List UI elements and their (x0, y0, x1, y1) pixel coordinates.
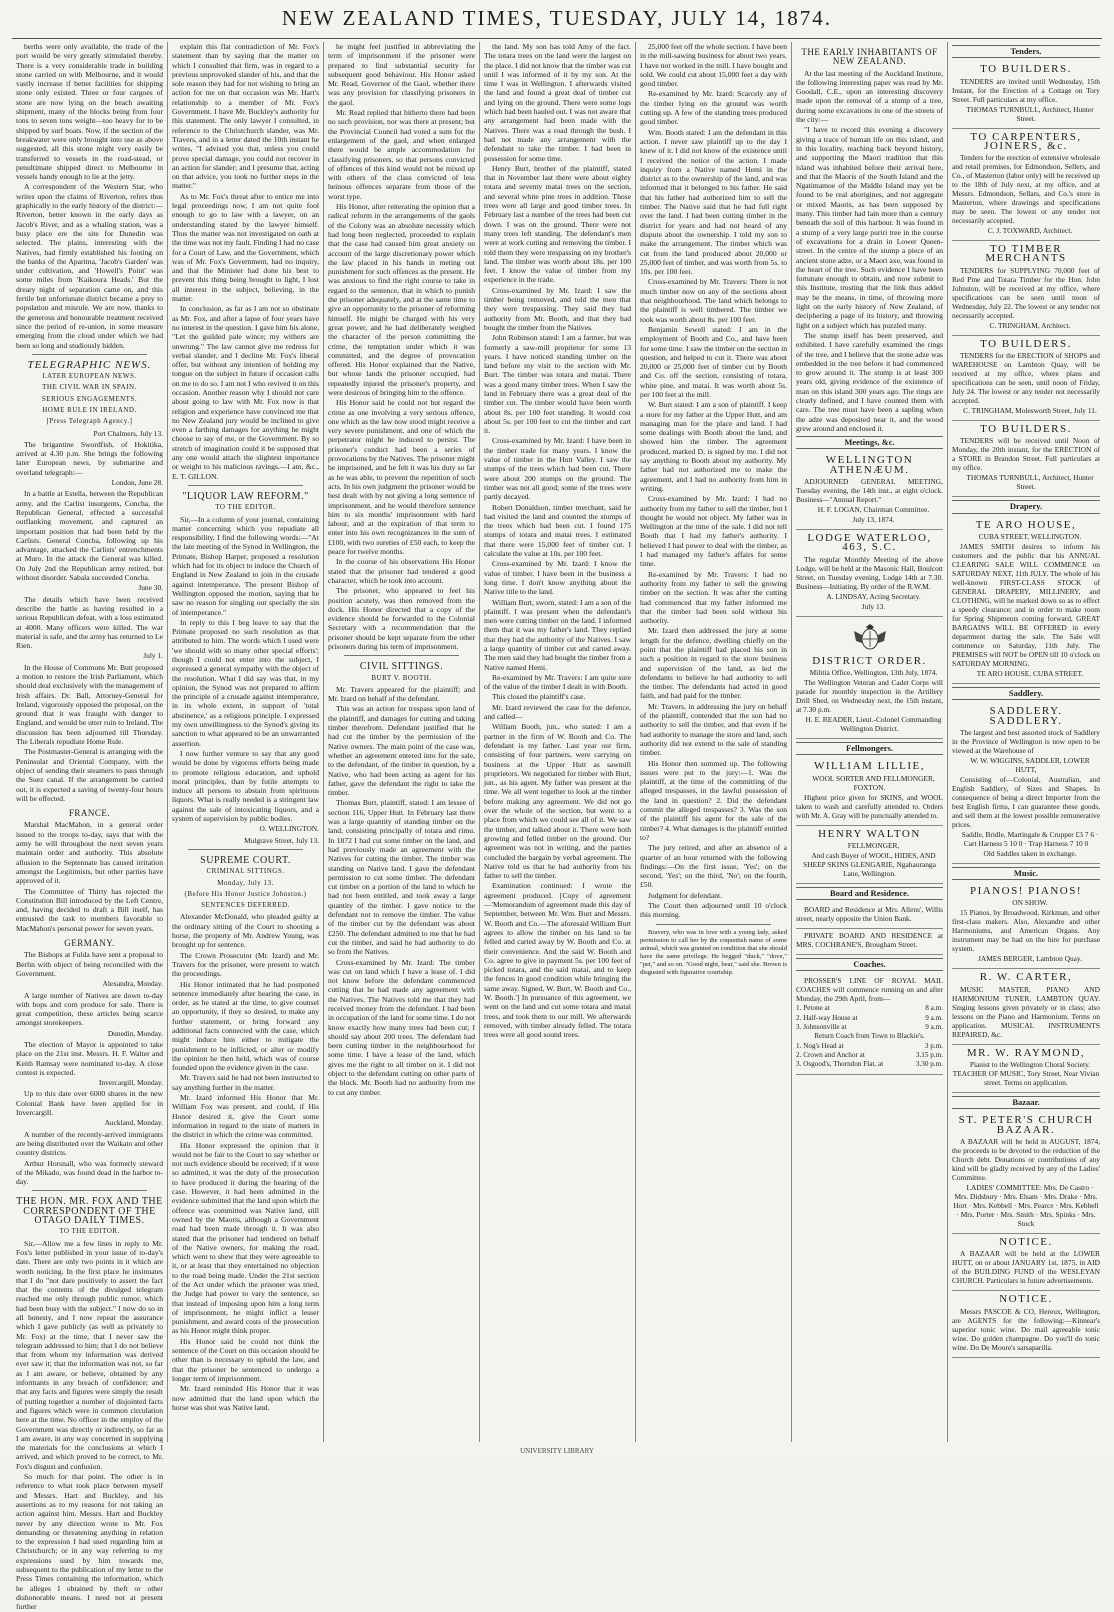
dateline: Port Chalmers, July 13. (93, 428, 163, 438)
article-text: explain this flat contradiction of Mr. Fox's statement than by saying that the matter on which I consulted that firm, was in regard to a previous unprovoked slander of his, and that the sole reason they had for not wishing to bring an action for me on that occasion was Mr. Hart's relationship to a member of Mr. Fox's Government. I have Mr. Buckley's authority for this statement. The only lawyer I consulted, in reference to the Christchurch slander, was Mr. Travers, and in a letter dated the 10th instant he writes, "I advised you that, unless you could prove special damage, you could not recover in an action for slander; and I presume that, acting on that advice, you took no further steps in the matter." (172, 42, 319, 191)
article-text: William Burt, sworn, stated: I am a son of the plaintiff. I was present when the defendant's men were cutting timber on the land. I informed them that it was my father's land. They replied that they had the authority of the Natives. I saw a large quantity of timber cut and carted away. The men said they had bought the timber from a Native named Hemi. (484, 597, 631, 672)
divider (32, 1190, 147, 1191)
category-heading: Meetings, &c. (796, 436, 943, 449)
article-text: The Committee of Thirty has rejected the Constitution Bill introduced by the Left Centre, and, having decided to draft a Bill itself, has entrusted the task to members favorable to MacMahon's personal power for seven years. (16, 886, 163, 933)
article-text: As to Mr. Fox's threat after to entice me into legal proceedings now, I am not quite fool enough to go to law with a lawyer, on an understanding stated by the lawyer himself. Thus the matter was not investigated on oath at the time was not my fault. Finding I had no case for a Court of Law, and the Government, which was of Mr. Fox's Government, had no inquiry, and that the Minister had done his best to prevent this thing being brought to light, I lost all interest in the subject, believing, in the matter. (172, 191, 319, 304)
article-text: Wm. Booth stated: I am the defendant in this action. I never saw plaintiff up to the day I knew of it. I did not know of the existence until I received the notice of the action. I made inquiry from a Native named Hemi in the district as to the ownership of the land, and was informed that it belonged to his father. He said that his father had authorized him to sell the timber. The Native said that he had full right over the land. I had been cutting timber in the district for years and had not heard of any dispute about the ownership. I told my son to make the arrangement. The timber which was cut from the land produced about 20,000 or 25,000 feet of timber, and was worth from 5s. to 10s. per 100 feet. (640, 127, 787, 277)
ad-title: TO BUILDERS. (980, 63, 1072, 76)
stop: 2. Crown and Anchor at (796, 1050, 865, 1059)
article-text: "I have to record this evening a discovery giving a trace of human life on this island, and in this locality, reaching back beyond history, and supporting the Maori tradition that this island was inhabited before their arrival here, and that the Maoris of the South Island and the Ngatimamoe of the Middle Island may yet be found to be real aborigines, and not aggregate or mixed Maoris, as has been supposed by many. This timber had lain more than a century beneath the soil of this harbour. It was found in a stump of a very large puriri tree in the course of excavations for a drain in Lower Queen-street. In the centre of the stump a piece of an ancient stone adze, or a Maori axe, was found in the heart of the tree. Such evidence I have been fortunate enough to obtain, and now submit to this Institute, trusting that the link thus added may be the means, in time, of throwing more light on the early history of New Zealand, of deciphering a page of its history, and throwing light on a subject which has puzzled many. (796, 125, 943, 330)
advertisement (796, 530, 943, 617)
article-text: berths were only available, the trade of the port would be very greatly stimulated thereby. There is a very considerable trade in building stone carried on with Melbourne, and it would vastly increase if better facilities for shipping stone only existed. Three or four cargoes of stone are now lying on the beach awaiting shipment, many of the blocks being from four tons to seven tons weight—too heavy for to be shipped by surf boats. Now, if the section of the breakwater were only brought into use as above suggested, all this stone might very easily be transferred to vessels in the road-stead, or penultimate shipped direct to Melbourne in vessels handy enough to lie at the jetty. (16, 42, 163, 182)
column-3 (324, 42, 480, 1442)
column-2 (168, 42, 324, 1442)
article-text: The Crown Prosecutor (Mr. Izard) and Mr. Travers for the prisoner, were present to watch the proceedings. (172, 950, 319, 979)
to-editor: TO THE EDITOR. (215, 503, 276, 512)
ad-title: TO BUILDERS. (980, 423, 1072, 436)
ad-body: Consisting of—Colonial, Australian, and English Saddlery, of Sizes and Shapes. In consequence of being a direct Importer from the best English firms, I can guarantee these goods, and sell them at the lowest possible remunerative prices. (952, 774, 1100, 829)
ad-body: TENDERS for the ERECTION of SHOPS and WAREHOUSE on Lambton Quay, will be received at my office, where plans and specifications can be seen, until noon of Friday, July 24. The lowest or any tender not necessarily accepted. (952, 351, 1100, 406)
ad-signature: THOMAS TURNBULL, Architect, Hunter Street. (966, 104, 1094, 123)
category-heading: Drapery. (952, 500, 1100, 513)
ad-title: DISTRICT ORDER. (812, 654, 927, 667)
agency-line: [Press Telegraph Agency.] (46, 417, 133, 426)
ad-body: A BAZAAR will be held in AUGUST, 1874, the proceeds to be devoted to the reduction of the Church debt. Donations or contributions of any kind will be gladly received by any of the Ladies' Committee. (952, 1136, 1100, 1182)
ad-body: TENDERS are invited until Wednesday, 15th Instant, for the Erection of a Cottage on Tory Street. Full particulars at my office. (952, 76, 1100, 104)
advertisement (952, 129, 1100, 242)
category-heading: Tenders. (952, 45, 1100, 58)
article-text: Benjamin Sewell stated: I am in the employment of Booth and Co., and have been for some time. I saw the timber on the section in question, and helped to cut it. There was about 20,000 or 25,000 feet of timber cut by Booth and Co. off the section, consisting of totara, white pine, and matai. It was worth about 5s. per 100 feet at the mill. (640, 324, 787, 399)
ad-body: ADJOURNED GENERAL MEETING, Tuesday evening, the 14th inst., at eight o'clock. Business—"Annual Report." (796, 477, 943, 505)
article-text: In the course of his observations His Honor stated that the prisoner had tendered a good character, which he took into account. (328, 557, 475, 585)
time: 9 a.m. (925, 1013, 943, 1022)
article-text: The brigantine Swordfish, of Hokitika, arrived at 4.30 p.m. She brings the following later European news, by submarine and overland telegraph:— (16, 439, 163, 477)
ad-subtitle: CUBA STREET, WELLINGTON. (978, 531, 1082, 541)
ad-subtitle: Militia Office, Wellington, 13th July, 1874. (809, 667, 938, 677)
advertisement (796, 929, 943, 955)
ad-body: And cash Buyer of WOOL, HIDES, AND SHEEP SKINS GLENGARIE, Ngahauranga Lane, Wellington. (803, 850, 936, 878)
timetable-row (796, 1023, 943, 1032)
article-text: The Bishops at Fulda have sent a proposal to Berlin with object of being reconciled with the Government. (16, 950, 163, 978)
ad-body: The largest and best assorted stock of Saddlery in the Province of Wellington is now open to be viewed at the Warehouse of (952, 727, 1100, 755)
dateline: July 1. (143, 651, 163, 661)
article-text: So much for that point. The other is in reference to what took place between myself and Messrs. Hart and Buckley, and his assertions as to my reasons for not taking an action against him. Messrs. Hart and Buckley never by any direction wrote to Mr. Fox demanding or threatening anything in relation to the expression I had used regarding him at Christchurch; or in any way referring to my expressions used by him towards me, subsequent to the publication of my letter to the Press Times containing the information, which he alleges I obtained by theft or other dishonorable means. I need not at present further (16, 1472, 163, 1612)
timetable-row (796, 1004, 943, 1013)
column-4 (480, 42, 636, 1442)
ad-date: July 13, 1874. (852, 515, 895, 525)
article-text: Sir,—In a column of your journal, containing matter concerning which you repudiate all responsibility, I find the following words:—"At the late meeting of the Synod in Wellington, the Primate, Bishop Harper, proposed a resolution which had for its object to induce the Church of England in New Zealand to join in the crusade against intemperance. The present Bishop of Wellington opposed the motion, saying that he saw no reason for singling out specially the sin of intemperance." (172, 514, 319, 617)
ad-title: SADDLERY. SADDLERY. (989, 705, 1063, 727)
category-heading: Music. (952, 867, 1100, 880)
category-heading: Board and Residence. (796, 887, 943, 900)
dateline: Alexandra, Monday. (102, 979, 163, 989)
article-text: Cross-examined by Mr. Izard: I know the value of timber. I have been in the business a long time. I don't know anything about the Native title to the land. (484, 559, 631, 597)
ad-subtitle: WOOL SORTER AND FELLMONGER, FOXTON. (812, 773, 935, 792)
article-text: The election of Mayor is appointed to take place on the 21st inst. Messrs. H. F. Walter and Keith Ramsay were nominated to-day. A close contest is expected. (16, 1039, 163, 1077)
divider (188, 849, 303, 850)
advertisement (796, 617, 943, 739)
article-heading: THE EARLY INHABITANTS OF NEW ZEALAND. (801, 47, 938, 67)
article-text: At the last meeting of the Auckland Institute, the following interesting paper was read by Mr. Goodall, C.E., upon an interesting discovery made upon the removal of a stump of a tree, during some excavations in one of the streets of the city:— (796, 68, 943, 125)
ad-title: R. W. CARTER, (979, 971, 1073, 984)
article-text: Examination continued: I wrote the agreement produced. [Copy of agreement—'Memorandum of agreement made this day of September, between Mr. Wm. Burt and Messrs. W. Booth and Co.—The aforesaid William Burt agrees to allow the timber on his land to be felled and carted away by W. Booth and Co. at their convenience. And the said W. Booth and Co. agree to give in payment 5s. per 100 feet of picked totara, and the said matai, and to keep the fences in good condition while bringing the same away. Signed, W. Burt, W. Booth and Co., W. Booth.'] In pursuance of this agreement, we went on the land and cut some totara and matai trees, and took them to our mill. We afterwards removed, with timber already felled. The totara trees were all good sound trees. (484, 881, 631, 1040)
category-heading: Saddlery. (952, 687, 1100, 700)
article-text: Mr. Izard then addressed the jury at some length for the defence, dwelling chiefly on the point that the plaintiff had placed his son in such a position in regard to the store business and supervision of the land, as led the defendants to believe he had authority to sell the timber. The defendants had acted in good faith, and had paid for the timber. (640, 626, 787, 701)
article-text: A large number of Natives are down to-day with hops and corn produce for sale. There is great competition, these articles being scarce amongst storekeepers. (16, 990, 163, 1028)
article-text: Cross-examined by Mr. Travers: There is not much timber now on any of the sections about that neighbourhood. The land which belongs to the plaintiff is well timbered. The timber we took was worth about 8s. per 100 feet. (640, 277, 787, 324)
article-text: William Booth, jun., who stated: I am a partner in the firm of W. Booth and Co. The defendant is my father. Last year our firm, consisting of four partners, were carrying on business at the Upper Hutt as sawmill proprietors. We negotiated for timber with Burt, jun., as his agent. My father was present at the time. We all went together to look at the timber before making any agreement. We did not go over the whole of the section, but went to a place from which we could see all of it. We saw the timber, and talked about it. There were both growing and felled timber on the ground. Our agreement was not in writing, and the parties concluded the bargain by verbal agreement. The Native told us that he had authority from his father to sell the timber. (484, 722, 631, 881)
advertisement (796, 826, 943, 884)
column-7 (948, 42, 1104, 1442)
subheading: SENTENCES DEFERRED. (201, 901, 290, 910)
column-5 (636, 42, 792, 1442)
timetable-row (796, 1014, 943, 1023)
advertisement (952, 883, 1100, 969)
country-heading: GERMANY. (64, 938, 115, 949)
ad-committee: LADIES' COMMITTEE: Mrs. De Castro · Mrs. Didsbury · Mrs. Elsam · Mrs. Drake · Mrs. Hort · Mrs. Kebbell · Mrs. Pearce · Mrs. Kebbell · Mrs. Porter · Mrs. Smith · Mrs. Spinks · Mrs. Stock (953, 1182, 1099, 1228)
ad-body: Pianist to the Wellington Choral Society. TEACHER OF MUSIC, Tory Street, Near Vivian street. Terms on application. (952, 1060, 1100, 1088)
ad-signature: TE ARO HOUSE, CUBA STREET. (976, 668, 1084, 678)
case-title: BURT V. BOOTH. (371, 673, 432, 682)
category-heading: Fellmongers. (796, 742, 943, 755)
advertisement (952, 969, 1100, 1044)
letter-heading: THE HON. MR. FOX AND THE CORRESPONDENT OF THE OTAGO DAILY TIMES. (16, 1196, 163, 1227)
ad-body: The regular Monthly Meeting of the above Lodge, will be held at the Masonic Hall, Boulcott Street, on Tuesday evening, Lodge 14th at 7.30. Business—Initiating. By order of the R.W.M. (796, 554, 943, 591)
subheading: Monday, July 13. (217, 878, 274, 887)
time: 3 p.m. (924, 1041, 943, 1050)
ad-footer: Old Saddles taken in exchange. (983, 848, 1077, 858)
advertisement (952, 61, 1100, 128)
royal-crest-icon (848, 623, 892, 653)
ad-signature: A. LINDSAY, Acting Secretary. (826, 591, 921, 601)
stop: 3. Osgood's, Thorndon Flat, at (796, 1060, 884, 1069)
ad-signature: H. E. READER, Lieut.-Colonel Commanding Wellington District. (805, 714, 942, 733)
article-text: A correspondent of the Western Star, who writes upon the claims of Riverton, refers thus graphically to the early history of the district:—Riverton, better known in the early days as Jacob's River, and as a whaling station, was a busy place ere the site for Dunedin was selected. The plains, interesting with the Natives, had firmly established his footing on the banks of the Aparima, 'Jacob's Garden' was under cultivation, and 'Howell's Point' was some miles from 'Kaikoura Heads.' But the dreary night of separation came on, and this fertile but unfortunate district became a prey to population and misrule. We are now, thanks to the generous and honourable treatment received since the period of re-union, in some measure emerging from the cloud under which we had been so long and studiously hidden. (16, 182, 163, 350)
article-text: This was an action for trespass upon land of the plaintiff, and damages for cutting and taking timber therefrom. Defendant justified that he had cut the timber by the permission of the Native owners. The main point of the case was, whether an agreement entered into for the sale, to the defendant, of the timber in question, by a Native, who had been acting as agent for his father, gave the defendant the right to take the timber. (328, 704, 475, 798)
ad-title: TE ARO HOUSE, (975, 518, 1077, 531)
masthead-rule (12, 38, 1102, 39)
time: 3.15 p.m. (915, 1050, 943, 1059)
ad-title: LODGE WATERLOO, 463, S.C. (807, 532, 932, 554)
country-heading: FRANCE. (68, 808, 111, 819)
ad-subtitle: ON SHOW. (1012, 898, 1048, 908)
advertisement (952, 1045, 1100, 1093)
ad-body: PROSSER'S LINE OF ROYAL MAIL COACHES will commence running on and after Monday, the 29th April, from— (796, 976, 943, 1004)
section-heading: TELEGRAPHIC NEWS. (27, 358, 152, 371)
section-heading: CIVIL SITTINGS. (359, 661, 444, 673)
article-text: Judgment for defendant. (648, 890, 723, 900)
advertisement (952, 517, 1100, 684)
advertisement (952, 241, 1100, 336)
article-text: Mr. Travers, in addressing the jury on behalf of the plaintiff, contended that the son had no authority to sell the timber, and that even if he had authority to manage the store and land, such authority did not extend to the sale of standing timber. (640, 701, 787, 758)
letter-heading: "LIQUOR LAW REFORM." (182, 490, 309, 502)
advertisement (952, 703, 1100, 864)
ad-date: July 13. (861, 601, 886, 611)
article-text: His Honor then summed up. The following issues were put to the jury:—1. Was the plaintiff, at the time of the committing of the alleged trespasses, in the lawful possession of the land in question? 2. Did the defendant commit the alleged trespasses? 3. Was the son of the plaintiff his agent for the sale of the timber? 4. What damages is the plaintiff entitled to? (640, 758, 787, 842)
article-text: Marshal MacMahon, in a general order issued to the troops to-day, says that with the army he will throughout the next seven years maintain order and authority. This absolute allusion to the Septennate has caused irritation amongst the Legitimists, but other parties have approved of it. (16, 820, 163, 886)
article-text: W. Burt stated: I am a son of plaintiff. I keep a store for my father at the Upper Hutt, and am managing man for the place and land. I had some dealings with Booth about the land, and showed him the timber. The agreement produced, marked D, is signed by me. I did not say anything to Booth about my authority. My father had not authorized me to make the agreement, and I had no authority from him in writing. (640, 400, 787, 493)
divider (188, 485, 303, 486)
advertisement (952, 421, 1100, 497)
subheading: THE CIVIL WAR IN SPAIN. (42, 383, 137, 392)
ad-signature: THOMAS TURNBULL, Architect, Hunter Street. (966, 473, 1094, 492)
ad-title: WELLINGTON ATHENÆUM. (825, 454, 914, 476)
article-text: Mr. Travers appeared for the plaintiff; and Mr. Izard on behalf of the defendant. (328, 684, 475, 704)
article-text: 25,000 feet off the whole section. I have been in the mill-sawing business for about two years. I have not worked in the mill. I have bought and sold. We could cut about 15,000 feet a day with good timber. (640, 42, 787, 89)
ad-title: NOTICE. (999, 1235, 1053, 1248)
article-text: Thomas Burt, plaintiff, stated: I am lessee of section 116, Upper Hutt. In February last there was a large quantity of standing timber on the land, consisting principally of totara and rimu. In 1872 I had cut some timber on the land, and had previously made an agreement with the Natives for cutting the timber. The timber was standing on Native land. I gave the defendant permission to cut some timber. The defendant cut timber on a portion of the land to which he had not been entitled, and took away a large quantity of the timber. I gave notice to the defendant not to remove the timber. The value of the timber cut by the defendant was about £250. The defendant admitted to me that he had cut the timber, and said he had authority to do so from the Natives. (328, 798, 475, 957)
article-text: In a battle at Estella, between the Republican army, and the Carlist insurgents, Concha, the Republican General, effected a successful outflanking movement, and captured an important position that had been held by the Carlists. General Concha, following up his advantage, attacked the Carlists' entrenchments at Muro. In the attack the General was killed. On July 2nd the Republican army retired, but without disorder. Sabala succeeded Concha. (16, 489, 163, 583)
timetable-row (796, 1051, 943, 1060)
ad-body: MUSIC MASTER, PIANO AND HARMONIUM TUNER, LAMBTON QUAY. Singing lessons given privately or in class; also lessons on the Piano and Harmonium. Terms on application. MUSICAL INSTRUMENTS REPAIRED, &c. (952, 984, 1100, 1039)
dateline: Invercargill, Monday. (98, 1078, 163, 1088)
ad-title: TO TIMBER MERCHANTS (985, 243, 1067, 265)
ad-body: PRIVATE BOARD AND RESIDENCE at MRS. COCHRANE'S, Brougham Street. (796, 931, 943, 950)
category-heading: Coaches. (796, 958, 943, 971)
article-text: Mr. Travers said he had not been instructed to say anything further in the matter. (172, 1073, 319, 1092)
ad-signature: H. F. LOGAN, Chairman Committee. (817, 505, 930, 515)
subheading: (Before His Honor Justice Johnston.) (184, 889, 307, 898)
subheading: HOME RULE IN IRELAND. (42, 405, 137, 414)
ad-name: W. W. WIGGINS, SADDLER, LOWER HUTT, (970, 755, 1090, 774)
ad-body: TENDERS will be received until Noon of Monday, the 20th instant, for the ERECTION of a STORE in Brandon Street. Full particulars at my office. (952, 436, 1100, 473)
article-text: His Honor, after reiterating the opinion that a radical reform in the arrangements of the gaols of the Colony was an absolute necessity which had long been neglected, proceeded to explain that the case had caused him great anxiety on account of the large discretionary power which the law placed in his hands in meting out punishment for such offences as the present. He was anxious to find the right course to take in regard to the sentence, that in which to punish the prisoner adequately, and at the same time to give an opportunity to the prisoner of reforming himself. He might be charged with his very great power, and he had deliberately weighed the character of the person committing the crime, the temptation under which it was committed, and the degree of provocation offered. His Honor explained that the Native, but whose lands the prisoner occupied, had repeatedly injured the prisoner's property, and were desirous of bringing him to the offence. (328, 202, 475, 397)
advertisement (952, 1234, 1100, 1291)
ad-body: Tenders for the erection of extensive wholesale and retail premises, for Edmondson, Sellers, and Co., of Masterton (labor only) will be received up to the 18th of July next, at my office, and at Messrs. Edmondson, Sellars, and Co.'s store in Masterton, where drawings and specifications may be seen. The lowest or any tender not necessarily accepted. (952, 153, 1100, 226)
advertisement (952, 1112, 1100, 1234)
article-text: he might feel justified in abbreviating the term of imprisonment if the prisoner were prepared to find substantial security for subsequent good behaviour. His Honor asked Mr. Read, Governor of the Gaol, whether there was any provision for classifying prisoners in the gaol. (328, 42, 475, 107)
category-heading: Bazaar. (952, 1096, 1100, 1109)
dateline: London, June 28. (111, 478, 163, 488)
time: 3.30 p.m. (915, 1060, 943, 1069)
divider (32, 354, 147, 355)
ad-signature: JAMES BERGER, Lambton Quay. (977, 954, 1082, 964)
ad-title: WILLIAM LILLIE, (813, 760, 926, 773)
section-heading: SUPREME COURT. (200, 854, 291, 866)
article-text: Cross-examined by Mr. Izard: I had no authority from my father to sell the timber, but I thought he would not object. My father was in Wellington at the time of the sale. I did not tell Booth that I had my father's authority. I believed I had power to deal with the timber, as I had managed my father's affairs for some time. (640, 494, 787, 569)
article-text: Mr. Izard informed His Honor that Mr. William Fox was present, and could, if His Honor desired it, give the Court some information in regard to the state of matters in the district in which the crime was committed. (172, 1093, 319, 1140)
article-text: The stump itself has been preserved, and exhibited. I have carefully examined the rings of the tree, and I believe that the stone adze was embedded in the tree before it had commenced to grow around it. The stump is at least 300 years old, giving evidence of the existence of man on this island 300 years ago. The rings are clearly defined, and I have counted them with care. The tree must have been a sapling when the adze was deposited near it, and the wood grew around and enclosed it. (796, 330, 943, 433)
article-text: the land. My son has told Amy of the fact. The totara trees on the land were the largest on the place. I did not know that the timber was cut until I was informed of it by my son. At the time I was in Wellington. I afterwards visited the land and found a great deal of timber cut and lying on the ground. There were some logs which had been hauled out. I was not aware that any arrangement had been made with the Natives. There was a road through the bush. I had not made any arrangement with the defendant to take the timber. I had been in possession for some time. (484, 42, 631, 163)
ad-body: Messrs PASCOE & CO, Hereux, Wellington, are AGENTS for the following:—Kinnear's superior tonic wine. Do mail agreeable tonic wine. Do golden champagne. Do you'll do tonic wine. Do De Moore's sarsaparilla. (952, 1306, 1100, 1352)
ad-title: TO BUILDERS. (980, 337, 1072, 350)
article-text: Henry Burt, brother of the plaintiff, stated that in November last there were about eighty totara and seventy matai trees on the section, and several white pine trees in addition. Those trees were all large and good timber trees. In February last a number of the trees had been cut down. I was on the ground. There were not many trees left standing. The defendant's men were at work cutting and removing the timber. I told them they were trespassing on my brother's land. The timber was worth about 18s. per 100 feet. I know the value of timber from my experience in the trade. (484, 163, 631, 285)
ad-price-list: Saddle, Bridle, Martingale & Crupper £3 7 6 · Cart Harness 5 10 0 · Trap Harness 7 10 0 (961, 829, 1099, 848)
ad-title: NOTICE. (999, 1293, 1053, 1306)
advertisement (796, 903, 943, 929)
stop: Return Coach from Town to Blackie's. (814, 1032, 925, 1041)
dateline: Dunedin, Monday. (107, 1028, 163, 1038)
article-text: Robert Donaldson, timber merchant, said he had visited the land and counted the stumps of the trees which had been cut. I found 175 stumps of totara and matai trees. I estimated that there were 15,000 feet of timber cut. I calculate the value at 10s. per 100 feet. (484, 502, 631, 559)
advertisement (796, 452, 943, 530)
stop: 2. Half-way House at (796, 1013, 858, 1022)
article-text: Cross-examined by Mr. Izard: I have been in the timber trade for many years. I know the value of timber in the Hutt Valley. I saw the stumps of the trees which had been cut. There were about 200 stumps on the ground. The timber was not all good; some of the trees were partly decayed. (484, 436, 631, 502)
ad-signature: C. J. TOXWARD, Architect. (987, 226, 1073, 236)
to-editor: TO THE EDITOR. (59, 1227, 120, 1236)
article-text: John Robinson stated: I am a farmer, but was formerly a saw-mill proprietor for some 13 years. I have noticed standing timber on the land before my visit to the section with Mr. Burt. The timber was totara and matai. There was a good many timber trees. When I saw the land in February there was a great deal of the timber cut. The timber would have been worth about 8s. per 100 feet standing. It would cost about 5s. per 100 feet to cut the timber and cart it. (484, 333, 631, 436)
article-text: Arthur Horsnall, who was formerly steward of the Mikado, was found dead in the harbor to-day. (16, 1158, 163, 1187)
article-text: His Honor said he could not but regard the crime as one involving a very serious offence, one which as the law now stood might receive a very severe punishment, and one of which the perpetrator might be induced to persist. The prisoner's conduct had been a series of provocations by the Natives. The prisoner might be imprisoned, and he felt it was his duty so far as he was able, to prevent the repetition of such acts. In his own judgment the prisoner would be best dealt with by not giving a long sentence of imprisonment, and he would therefore sentence him to six months' imprisonment with hard labour, and at the expiration of that term to enter into his own recognizances in the sum of £100, with two sureties of £50 each, to keep the peace for twelve months. (328, 398, 475, 557)
dateline: Mulgrave Street, July 13. (244, 835, 319, 845)
ad-title: PIANOS! PIANOS! (969, 885, 1083, 898)
ad-body: JAMES SMITH desires to inform his customers and the public that his ANNUAL CLEARING SALE WILL COMMENCE on SATURDAY NEXT, 11th JULY. The whole of his well-known FIRST-CLASS STOCK of GENERAL DRAPERY, MILLINERY, and CLOTHING, will be marked down so as to effect a speedy clearance; and in order to make room for Spring Shipments coming forward, GREAT BARGAINS WILL BE OFFERED in every department during the sale. The Sale will commence on Saturday, 11th July. The PREMISES will NOT be OPEN till 10 o'clock on SATURDAY MORNING. (952, 541, 1100, 668)
article-text: Cross-examined by Mr. Izard: The timber was cut on land which I have a lease of. I did not know before the defendant commenced cutting that he had made any agreement with the Natives. The Natives told me that they had received money from the defendant. I had been in occupation of the land for some time. I do not know exactly how many trees had been cut; I should say about 200 trees. The defendant had been cutting timber in the neighbourhood for some time. I have a lease of the land, which gives me the right to all timber on it. I did not object to the defendant cutting on other parts of the block. Mr. Booth had no authority from me to cut any timber. (328, 957, 475, 1097)
library-stamp: UNIVERSITY LIBRARY (520, 1447, 594, 1455)
article-text: The details which have been received describe the battle as having resulted in a serious Republican defeat, with a loss estimated at 4000. Many officers were killed. The war material is safe, and the army has returned to Le Rien. (16, 594, 163, 651)
footnote: Bravery, who was in love with a young lady, asked permission to call her by the coquettish name of some animal, which was granted on condition that she should have the same privilege. He begged "duck," "dove," "pet," and so on. "Good night, bear," said she. Brown is disgusted with figurative courtship. (640, 928, 787, 976)
column-1 (12, 42, 168, 1612)
article-text: The Court then adjourned until 10 o'clock this morning. (640, 901, 787, 920)
ad-body: TENDERS for SUPPLYING 70,000 feet of Red Pine and Totara Timber for the Hon. John Johnston, will be received at my office, where specifications can be seen until noon of Wednesday, July 22. The lowest or any tender not necessarily accepted. (952, 265, 1100, 320)
advertisement (952, 1291, 1100, 1357)
article-text: The jury retired, and after an absence of a quarter of an hour returned with the following findings:—On the first issue, 'Yes'; on the second, 'Yes'; on the third, 'No'; on the fourth, £50. (640, 843, 787, 890)
stop: 3. Johnsonville at (796, 1023, 847, 1032)
ad-signature: C. TRINGHAM, Molesworth Street, July 11. (963, 406, 1097, 416)
subheading: CRIMINAL SITTINGS. (206, 867, 285, 876)
ad-title: HENRY WALTON (818, 827, 921, 840)
subheading: SERIOUS ENGAGEMENTS. (41, 394, 138, 403)
article-text: In reply to this I beg leave to say that the Primate proposed no such resolution as that attributed to him. The words which I used were 'we should with so many other special efforts'; though I could not enter into the subject, I expressed a general sympathy with the object of the resolution. What I did say was that, in my opinion, the Synod was not prepared to affirm the principle of a crusade against intemperance, in its whole extent, in support of 'total abstinence,' as a religious principle. I expressed my own unwillingness to the Synod's giving its sanction to what appeared to be an unwarranted assertion. (172, 617, 319, 748)
ad-title: TO CARPENTERS, JOINERS, &c. (970, 130, 1082, 152)
advertisement (952, 336, 1100, 421)
subheading: LATER EUROPEAN NEWS. (42, 372, 137, 381)
divider (656, 924, 771, 925)
article-text: His Honor said he could not think the sentence of the Court on this occasion should be other than is necessary to uphold the law, and that the prisoner be sentenced to undergo a longer term of imprisonment. (172, 1336, 319, 1383)
article-text: Re-examined by Mr. Travers: I am quite sure of the value of the timber I dealt in with Booth. (484, 672, 631, 692)
coach-timetable (796, 1004, 943, 1069)
ad-body: The Wellington Veteran and Cadet Corps will parade for monthly inspection in the Artillery Drill Shed, on Wednesday next, the 15th instant, at 7.30 p.m. (796, 677, 943, 714)
ad-body: 15 Pianos, by Broadwood, Kirkman, and other first-class makers. Also, Alexandre and other Harmoniums, and American Organs. Any instrument may be had on the hire for purchase system. (952, 908, 1100, 954)
ad-subtitle: FELLMONGER, (847, 840, 900, 850)
ad-title: MR. W. RAYMOND, (966, 1046, 1086, 1059)
dateline: Auckland, Monday. (104, 1118, 163, 1128)
article-text: Alexander McDonald, who pleaded guilty at the ordinary sitting of the Court to shooting a horse, the property of Mr. Andrew Young, was brought up for sentence. (172, 912, 319, 950)
article-text: Cross-examined by Mr. Izard: I saw the timber being removed, and told the men that they were trespassing. They said they had authority from Mr. Booth, and that they had bought the timber from the Natives. (484, 285, 631, 332)
article-text: This closed the plaintiff's case. (492, 692, 586, 702)
advertisement (796, 758, 943, 825)
article-text: Up to this date over 6000 shares in the new Colonial Bank have been applied for in Invercargill. (16, 1089, 163, 1118)
advertisement (796, 974, 943, 1074)
article-text: Sir,—Allow me a few lines in reply to Mr. Fox's letter published in your issue of to-day's date. There are only two points in it which are worth noticing. In the first place he insinuates that I do "not dare positively to assert the fact that the contents of the divulged telegram reached me only through public rumor, which had been busy with the subject." I now do so in all honesty, and I now repeat the assurance which I gave publicly (as well as privately to Mr. Fox) at the time, that I never saw the telegram addressed to him; that I do not believe that from whom my information was derived ever saw it; that the information was not, so far as I am aware, or believe, obtained by any informants in any breach of confidence; and that any facts and figures were simply the result of putting together a number of disjointed facts and figures which were in common circulation here at the time. No officer in the employ of the Government was directly or indirectly, so far as I am aware, in any way concerned in supplying the materials for the conclusions at which I arrived, and which proved to be correct, to Mr. Fox's disgust and confusion. (16, 1238, 163, 1471)
article-text: In the House of Commons Mr. Butt proposed a motion to restore the Irish Parliament, which should deal exclusively with the management of Irish affairs. Dr. Ball, Attorney-General for Ireland, vigorously opposed the proposal, on the ground that it was fraught with danger to England, and would be utter ruin to Ireland. The discussion has been adjourned till Thursday. The Liberals repudiate Home Rule. (16, 662, 163, 747)
masthead: NEW ZEALAND TIMES, TUESDAY, JULY 14, 1874. (281, 6, 833, 30)
article-text: The Postmaster-General is arranging with the Peninsular and Oriental Company, with the object of sending their steamers to pass through the Suez canal. If the arrangement be carried out, it is expected a saving of twenty-four hours will be effected. (16, 747, 163, 803)
article-text: His Honor expressed the opinion that it would not be fair to the Court to say whether or not such evidence should be received; if it were so admitted, it was the duty of the prosecution to have produced it during the hearing of the case. However, it had been admitted in the evidence submitted that the land upon which the offence was committed was Native land, still owned by the Maoris, although a Government road had been made through it. It was also stated that the prisoner had tendered on behalf of the Native owners, for making the road, which went to shew that they were agreeable to it, or at least that they entertained no objection to the road being made. Under the 21st section of the Act under which the prisoner was tried, the Judge had power to vary the sentence, so that instead of imposing upon him a long term of imprisonment, he might inflict a lesser punishment, and award costs of the prosecution as his Honor might think proper. (172, 1140, 319, 1336)
time: 9 a.m. (925, 1023, 943, 1032)
article-text: Mr. Izard reviewed the case for the defence, and called— (484, 702, 631, 722)
ad-body: Highest price given for SKINS, and WOOL taken to wash and carefully attended to. Orders with Mr. A. Gray will be punctually attended to. (796, 792, 943, 820)
stop: 1. Nog's Head at (796, 1041, 844, 1050)
stop: 1. Petone at (796, 1004, 830, 1013)
article-text: Re-examined by Mr. Travers: I had no authority from my father to sell the growing timber on the section. It was after the cutting had commenced that my father informed me that the timber had been sold without his authority. (640, 569, 787, 626)
signature: O. WELLINGTON. (259, 824, 319, 834)
ad-body: BOARD and Residence at Mrs. Allens', Willis street, nearly opposite the Union Bank. (796, 905, 943, 924)
ad-body: A BAZAAR will be held at the LOWER HUTT, on or about JANUARY 1st, 1875, in AID of the BUILDING FUND of the WESLEYAN CHURCH. Particulars in future advertisements. (952, 1249, 1100, 1286)
timetable-row (796, 1060, 943, 1069)
ad-title: ST. PETER'S CHURCH BAZAAR. (958, 1114, 1094, 1136)
time: 8 a.m. (925, 1004, 943, 1013)
article-text: Mr. Izard reminded His Honor that it was now admitted that the land upon which the horse was shot was Native land. (172, 1384, 319, 1412)
column-6 (792, 42, 948, 1442)
article-text: His Honor intimated that he had postponed sentence immediately after hearing the case, in order, as he stated at the time, to give counsel an opportunity, if they so desired, to make any further statement, or bring forward any additional facts connected with the case, which might induce him either to mitigate the punishment to be inflicted, or alter or modify the opinion he then held, which was of course founded upon the evidence given in the case. (172, 979, 319, 1073)
ad-signature: C. TRINGHAM, Architect. (989, 320, 1071, 330)
timetable-row (796, 1042, 943, 1051)
dateline: June 30. (138, 583, 163, 593)
article-text: Re-examined by Mr. Izard: Scarcely any of the timber lying on the ground was worth cutting up. A few of the standing trees produced good timber. (640, 89, 787, 127)
article-text: I now further venture to say that any good would be done by vigorous efforts being made to promote religious education, and uphold moral principles, than by futile attempts to induce all persons to abstain from spirituous liquors. What is really needed is a stringent law against the sale of intoxicating liquors, and a system of supervision by public bodies. (172, 748, 319, 824)
timetable-row (796, 1032, 943, 1041)
divider (344, 655, 459, 656)
article-text: A number of the recently-arrived immigrants are being distributed over the Waikato and other country districts. (16, 1129, 163, 1158)
article-text: Mr. Read replied that hitherto there had been no such provision, nor was there at present; but the Provincial Council had voted a sum for the enlargement of the gaol, and when enlarged there would be ample accommodation for classifying prisoners, so that persons convicted of offences of this kind would not be mixed up with others of the class convicted of less heinous offences separate from those of the worst type. (328, 108, 475, 201)
article-text: The prisoner, who appeared to feel his position acutely, was then removed from the dock. His Honor directed that a copy of the evidence should be forwarded to the Colonial Secretary with a recommendation that the prisoner should be kept separate from the other prisoners during his term of imprisonment. (328, 586, 475, 651)
article-text: In conclusion, as far as I am not so obstinate as Mr. Fox, and after a lapse of four years have no interest in the question. I gave him his alone, "Let the guilded pale wince; my withers are unwrung." The law cannot give me redress for verbal slander, and I decline Mr. Fox's liberal offer, but without any intention of holding my tongue on the subject in future if occasion calls on me to do so. I am not I who revived it on this occasion. Another reason why I should not care about going to law with Mr. Fox now is that religion and experience have convinced me that no New Zealand jury would be inclined to give even a farthing damages for anything he might choose to say of me, or the Government. By so stretch of imagination could it be supposed that any one would attach the slightest importance or weight to his malicious ravings.—I am, &c., E. T. GILLON. (172, 304, 319, 481)
